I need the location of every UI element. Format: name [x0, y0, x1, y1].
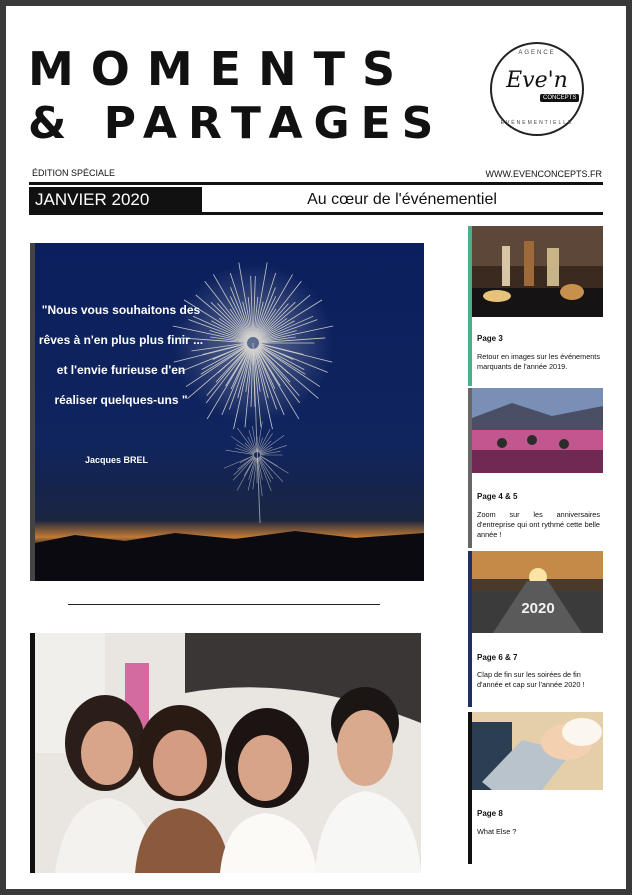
logo-name: Eve'n: [506, 68, 568, 93]
newsletter-page: [6, 6, 626, 889]
article-thumbnail: [472, 551, 603, 633]
article-card[interactable]: [468, 712, 603, 864]
article-page: Page 4 & 5: [477, 492, 518, 501]
header-rule-top: [29, 182, 603, 185]
article-page: Page 6 & 7: [477, 653, 518, 662]
header-rule-bottom: [29, 212, 603, 215]
team-photo: [30, 633, 421, 873]
article-thumbnail: [472, 226, 603, 317]
company-logo: [490, 42, 584, 136]
outdoor-party-illustration: [472, 388, 603, 473]
edition-label: ÉDITION SPÉCIALE: [32, 168, 116, 178]
article-description: What Else ?: [477, 827, 517, 836]
issue-date: JANVIER 2020: [29, 187, 202, 212]
hero-fireworks-image: [30, 243, 424, 581]
article-card[interactable]: [468, 226, 603, 386]
article-description: Clap de fin sur les soirées de fin d'année et cap sur l'année 2020 !: [477, 670, 585, 689]
article-page: Page 3: [477, 334, 503, 343]
article-card[interactable]: [468, 388, 603, 548]
masthead-title-line2: & PARTAGES: [28, 98, 445, 149]
road-2020-text: 2020: [521, 600, 555, 617]
cocktail-bar-illustration: [472, 226, 603, 317]
article-thumbnail: [472, 712, 603, 790]
road-2020-illustration: [472, 551, 603, 633]
section-divider: [68, 604, 380, 605]
website-link[interactable]: WWW.EVENCONCEPTS.FR: [485, 169, 602, 179]
tagline: Au cœur de l'événementiel: [307, 191, 497, 208]
laptop-typing-illustration: [472, 712, 603, 790]
article-page: Page 8: [477, 809, 503, 818]
article-card[interactable]: [468, 551, 603, 707]
hero-quote: "Nous vous souhaitons des rêves à n'en plus plus finir ... et l'envie furieuse d'en réaliser quelques-uns ": [38, 303, 204, 407]
logo-bottom-text: ÉVÉNEMENTIELLE: [500, 120, 574, 126]
article-description: Retour en images sur les événements marquants de l'année 2019.: [477, 352, 600, 371]
article-description: Zoom sur les anniversaires d'entreprise qui ont rythmé cette belle année !: [477, 510, 600, 539]
logo-agence-text: AGENCE: [518, 50, 556, 56]
team-photo-illustration: [35, 633, 421, 873]
article-thumbnail: [472, 388, 603, 473]
quote-author: Jacques BREL: [85, 455, 149, 465]
masthead-title-line1: MOMENTS: [28, 42, 413, 96]
logo-sub: CONCEPTS: [540, 94, 579, 102]
